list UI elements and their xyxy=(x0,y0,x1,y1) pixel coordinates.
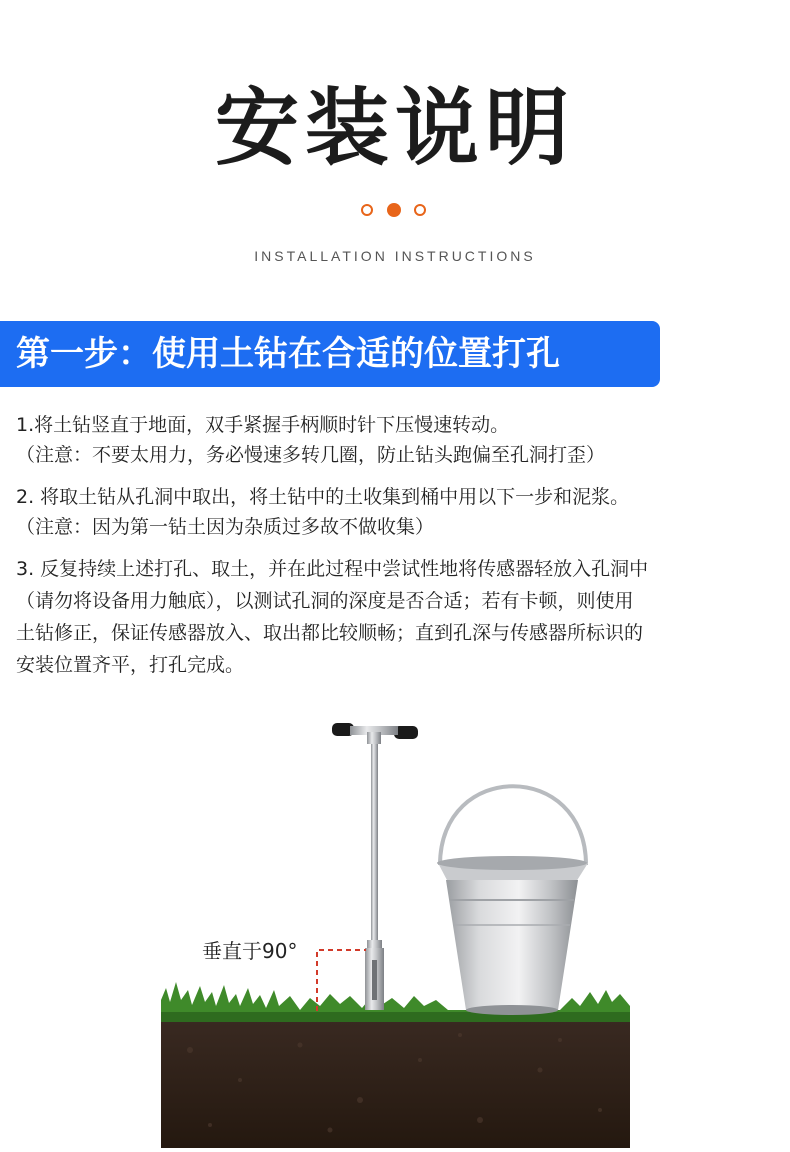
instruction-line: （注意：不要太用力，务必慢速多转几圈，防止钻头跑偏至孔洞打歪） xyxy=(16,444,606,466)
instruction-line: 安装位置齐平，打孔完成。 xyxy=(16,654,245,676)
instruction-line: （注意：因为第一钻土因为杂质过多故不做收集） xyxy=(16,516,435,538)
step-banner-text: 第一步：使用土钻在合适的位置打孔 xyxy=(16,334,560,374)
instruction-line: 土钻修正，保证传感器放入、取出都比较顺畅；直到孔深与传感器所标识的 xyxy=(16,622,644,644)
soil-block xyxy=(161,1015,630,1148)
step-banner xyxy=(0,321,660,387)
page-subtitle: INSTALLATION INSTRUCTIONS xyxy=(254,248,536,264)
metal-bucket xyxy=(437,786,588,1015)
instruction-line: 3. 反复持续上述打孔、取土，并在此过程中尝试性地将传感器轻放入孔洞中 xyxy=(16,558,649,580)
instruction-line: （请勿将设备用力触底），以测试孔洞的深度是否合适；若有卡顿，则使用 xyxy=(16,590,634,612)
angle-label: 垂直于90° xyxy=(202,939,298,963)
soil-auger xyxy=(332,723,418,1010)
instruction-line: 1.将土钻竖直于地面，双手紧握手柄顺时针下压慢速转动。 xyxy=(16,414,510,436)
page-title: 安装说明 xyxy=(214,79,575,177)
installation-illustration xyxy=(0,700,790,1152)
dot-outline-left xyxy=(361,204,373,216)
decorative-dots xyxy=(361,204,431,222)
instruction-line: 2. 将取土钻从孔洞中取出，将土钻中的土收集到桶中用以下一步和泥浆。 xyxy=(16,486,630,508)
dot-outline-right xyxy=(414,204,426,216)
dot-filled-center xyxy=(387,203,401,217)
